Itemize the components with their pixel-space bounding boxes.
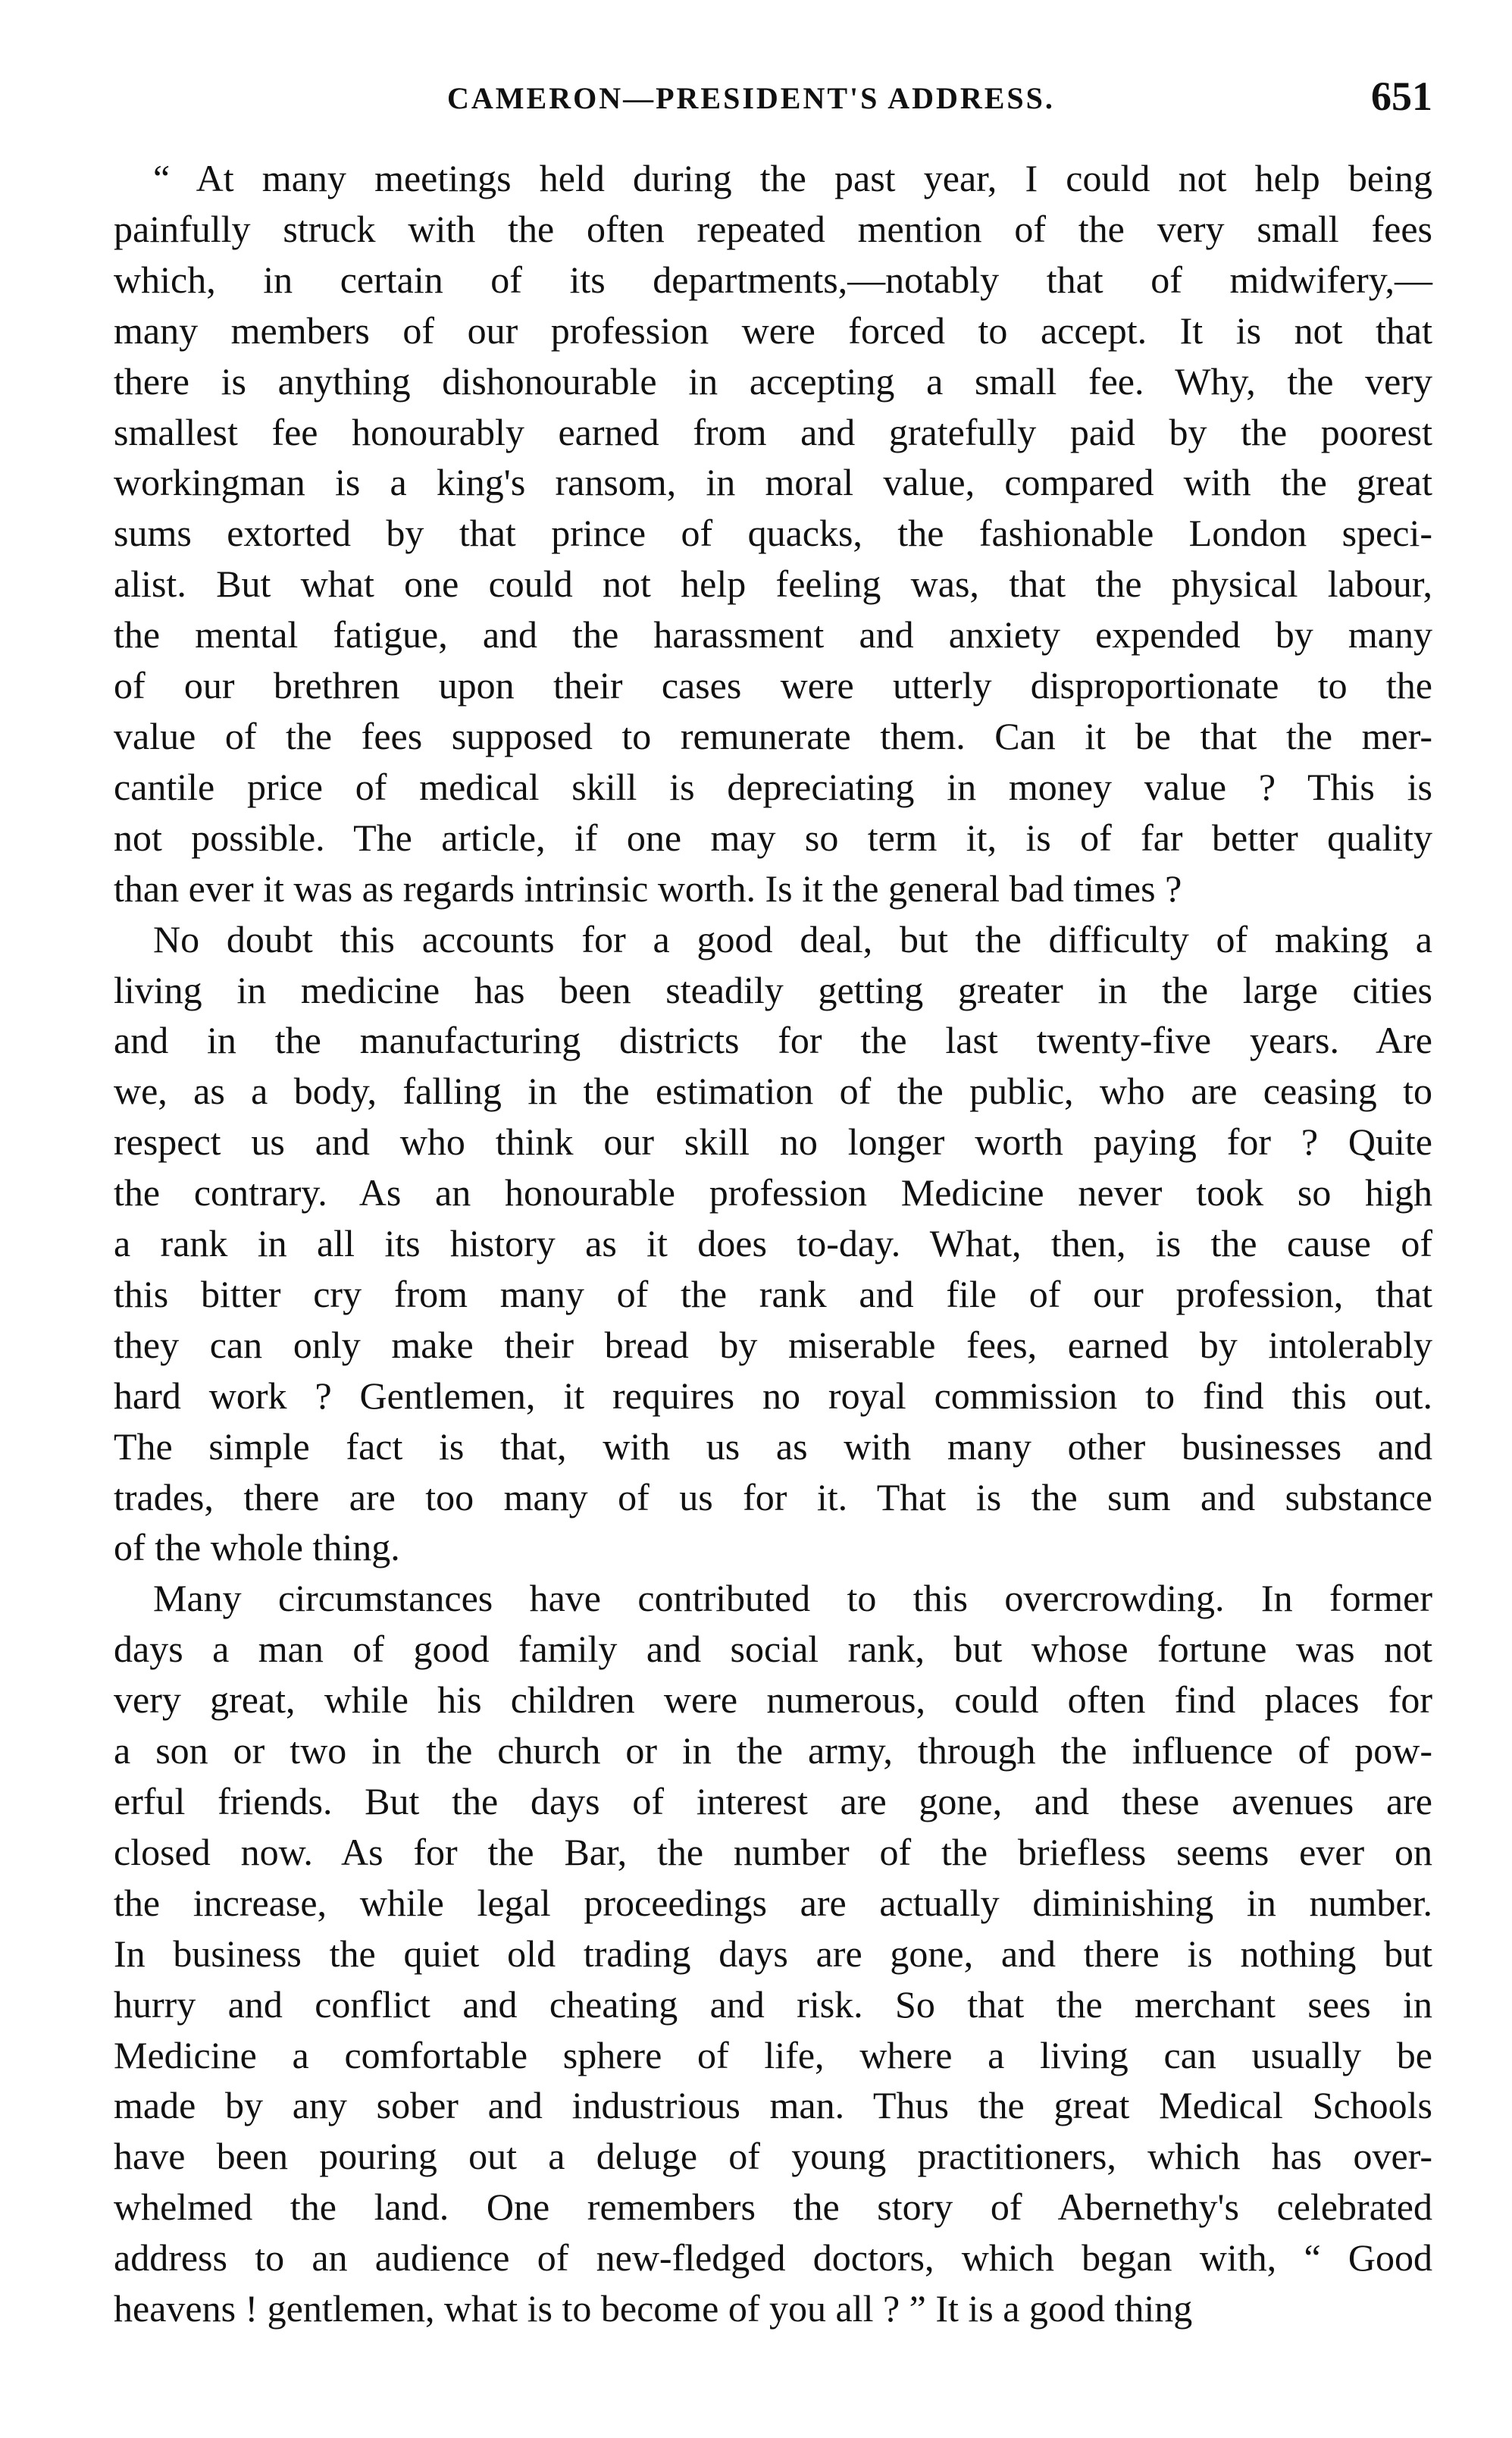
text-line: whelmed the land. One remembers the story of Abernethy's celebrated <box>114 2186 1432 2229</box>
text-line: the increase, while legal proceedings are actually diminishing in number. <box>114 1881 1432 1924</box>
text-line: trades, there are too many of us for it. That is the sum and substance <box>114 1475 1432 1518</box>
text-line: sums extorted by that prince of quacks, the fashionable London speci- <box>114 512 1432 555</box>
text-line: which, in certain of its departments,—notably that of midwifery,— <box>114 258 1432 301</box>
paragraph-1 <box>114 153 1432 914</box>
text-line: a rank in all its history as it does to-day. What, then, is the cause of <box>114 1222 1432 1265</box>
text-line: In business the quiet old trading days are gone, and there is nothing but <box>114 1932 1432 1975</box>
text-line: respect us and who think our skill no longer worth paying for ? Quite <box>114 1120 1432 1164</box>
text-line: of our brethren upon their cases were utterly disproportionate to the <box>114 664 1432 707</box>
text-line: very great, while his children were numerous, could often find places for <box>114 1678 1432 1722</box>
running-head: CAMERON—PRESIDENT'S ADDRESS. <box>447 81 1055 115</box>
text-line: alist. But what one could not help feeling was, that the physical labour, <box>114 562 1432 606</box>
text-line: of the whole thing. <box>114 1526 400 1569</box>
paragraph-2 <box>114 914 1432 1574</box>
text-line: erful friends. But the days of interest are gone, and these avenues are <box>114 1780 1432 1822</box>
text-line: they can only make their bread by miserable fees, earned by intolerably <box>114 1323 1432 1366</box>
page <box>114 73 1432 2334</box>
paragraph-3 <box>114 1573 1432 2334</box>
text-line: we, as a body, falling in the estimation of the public, who are ceasing to <box>114 1070 1432 1113</box>
text-line: and in the manufacturing districts for the last twenty-five years. Are <box>114 1019 1432 1062</box>
text-line: than ever it was as regards intrinsic worth. Is it the general bad times ? <box>114 866 1182 910</box>
text-line: workingman is a king's ransom, in moral value, compared with the great <box>114 461 1432 504</box>
text-line: Many circumstances have contributed to this overcrowding. In former <box>153 1577 1432 1620</box>
text-line: hurry and conflict and cheating and risk. So that the merchant sees in <box>114 1982 1432 2026</box>
text-line: there is anything dishonourable in accepting a small fee. Why, the very <box>114 359 1432 403</box>
text-line: “ At many meetings held during the past year, I could not help being <box>153 157 1432 199</box>
text-line: the mental fatigue, and the harassment and anxiety expended by many <box>114 613 1432 657</box>
text-line: living in medicine has been steadily getting greater in the large cities <box>114 968 1432 1011</box>
text-line: many members of our profession were forced to accept. It is not that <box>114 309 1432 352</box>
page-header <box>114 73 1432 136</box>
text-line: closed now. As for the Bar, the number of the briefless seems ever on <box>114 1830 1432 1873</box>
text-line: days a man of good family and social rank, but whose fortune was not <box>114 1628 1432 1671</box>
page-number: 651 <box>1371 74 1432 119</box>
body-text <box>114 153 1432 2334</box>
text-line: heavens ! gentlemen, what is to become of you all ? ” It is a good thing <box>114 2287 1193 2330</box>
text-line: a son or two in the church or in the army, through the influence of pow- <box>114 1729 1432 1772</box>
text-line: No doubt this accounts for a good deal, but the difficulty of making a <box>153 917 1432 960</box>
text-line: cantile price of medical skill is depreciating in money value ? This is <box>114 765 1432 808</box>
text-line: address to an audience of new-fledged doctors, which began with, “ Good <box>114 2236 1432 2280</box>
text-line: Medicine a comfortable sphere of life, where a living can usually be <box>114 2033 1432 2076</box>
text-line: hard work ? Gentlemen, it requires no royal commission to find this out. <box>114 1374 1432 1417</box>
text-line: not possible. The article, if one may so term it, is of far better quality <box>114 816 1432 859</box>
text-line: value of the fees supposed to remunerate them. Can it be that the mer- <box>114 714 1432 757</box>
text-line: painfully struck with the often repeated mention of the very small fees <box>114 207 1432 250</box>
text-line: the contrary. As an honourable profession Medicine never took so high <box>114 1171 1432 1214</box>
text-line: have been pouring out a deluge of young practitioners, which has over- <box>114 2135 1432 2178</box>
text-line: made by any sober and industrious man. Thus the great Medical Schools <box>114 2084 1432 2127</box>
text-line: The simple fact is that, with us as with many other businesses and <box>114 1424 1432 1468</box>
text-line: smallest fee honourably earned from and gratefully paid by the poorest <box>114 410 1432 453</box>
text-line: this bitter cry from many of the rank and file of our profession, that <box>114 1272 1432 1315</box>
